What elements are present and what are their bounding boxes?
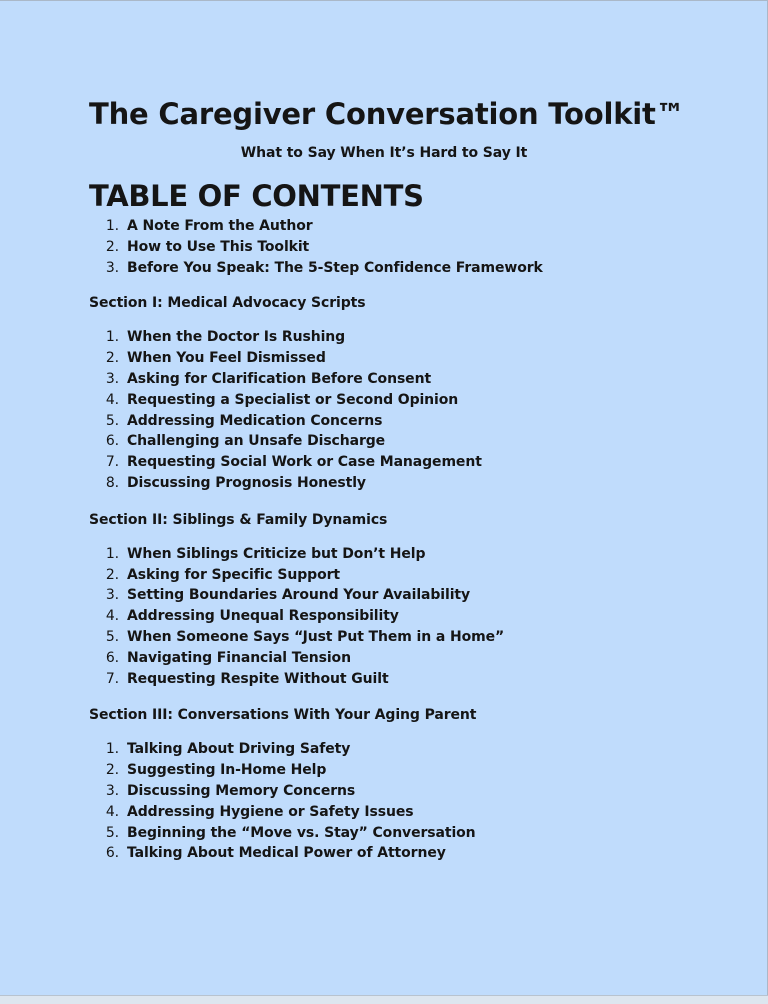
toc-item-text: Suggesting In-Home Help [127, 762, 327, 779]
toc-item [89, 585, 729, 606]
toc-heading: TABLE OF CONTENTS [89, 179, 424, 213]
toc-item [89, 327, 729, 348]
toc-item-text: Discussing Memory Concerns [127, 782, 356, 799]
section-heading: Section II: Siblings & Family Dynamics [89, 511, 388, 528]
toc-item-number: 7. [105, 670, 119, 687]
toc-item-text: Requesting Respite Without Guilt [127, 670, 389, 687]
toc-item [89, 452, 729, 473]
toc-item [89, 823, 729, 844]
toc-item-text: When the Doctor Is Rushing [127, 329, 346, 346]
toc-item [89, 544, 729, 565]
toc-item-number: 3. [105, 587, 119, 604]
toc-item [89, 369, 729, 390]
toc-item-text: When Someone Says “Just Put Them in a Home” [127, 628, 505, 645]
toc-item-text: A Note From the Author [127, 218, 313, 234]
toc-item-text: Requesting Social Work or Case Management [127, 454, 482, 471]
toc-item-text: How to Use This Toolkit [127, 238, 310, 255]
toc-item-number: 6. [105, 845, 119, 862]
intro-list [89, 216, 729, 278]
toc-item-text: Addressing Medication Concerns [127, 412, 383, 429]
toc-item-text: Challenging an Unsafe Discharge [127, 433, 386, 450]
toc-item [89, 431, 729, 452]
toc-item [89, 760, 729, 781]
section-1-list [89, 327, 729, 493]
toc-item [89, 237, 729, 258]
toc-item-number: 1. [105, 545, 119, 562]
toc-item [89, 781, 729, 802]
toc-item-text: Beginning the “Move vs. Stay” Conversation [127, 824, 476, 841]
toc-item [89, 390, 729, 411]
document-subtitle: What to Say When It’s Hard to Say It [240, 145, 528, 161]
toc-item [89, 411, 729, 432]
toc-item-number: 3. [105, 370, 119, 387]
toc-item-number: 4. [105, 608, 119, 625]
toc-item [89, 669, 729, 690]
toc-item-number: 2. [105, 350, 119, 367]
toc-item [89, 739, 729, 760]
toc-item-number: 3. [105, 259, 119, 276]
toc-item-text: When You Feel Dismissed [127, 350, 326, 367]
toc-item-number: 6. [105, 649, 119, 666]
toc-item [89, 648, 729, 669]
toc-item-number: 7. [105, 454, 119, 471]
toc-item-number: 4. [105, 803, 119, 820]
toc-item-text: Requesting a Specialist or Second Opinion [127, 391, 459, 408]
toc-item-number: 1. [105, 329, 119, 346]
section-heading: Section I: Medical Advocacy Scripts [89, 295, 366, 312]
toc-item [89, 843, 729, 864]
toc-item-number: 5. [105, 824, 119, 841]
toc-item-text: Addressing Unequal Responsibility [127, 608, 399, 625]
toc-item-text: Before You Speak: The 5-Step Confidence Framework [127, 259, 543, 276]
toc-item [89, 627, 729, 648]
toc-item-text: Talking About Driving Safety [127, 741, 351, 758]
toc-item-number: 1. [105, 218, 119, 234]
section-heading: Section III: Conversations With Your Aging Parent [89, 707, 477, 724]
toc-item [89, 473, 729, 494]
toc-item-text: Asking for Specific Support [127, 566, 340, 583]
toc-item-number: 8. [105, 474, 119, 491]
toc-item-number: 2. [105, 238, 119, 255]
toc-item-text: Asking for Clarification Before Consent [127, 370, 432, 387]
toc-item-number: 1. [105, 741, 119, 758]
toc-item-text: Talking About Medical Power of Attorney [127, 845, 446, 862]
document-title: The Caregiver Conversation Toolkit™ [89, 97, 685, 131]
toc-item-text: When Siblings Criticize but Don’t Help [127, 545, 426, 562]
window-bottom-edge [0, 995, 768, 1004]
toc-item-number: 3. [105, 782, 119, 799]
document-content [89, 95, 729, 864]
toc-item-number: 5. [105, 412, 119, 429]
toc-item-number: 2. [105, 762, 119, 779]
section-3-list [89, 739, 729, 864]
toc-item-text: Addressing Hygiene or Safety Issues [127, 803, 414, 820]
toc-item-text: Navigating Financial Tension [127, 649, 351, 666]
toc-item [89, 606, 729, 627]
toc-item-number: 4. [105, 391, 119, 408]
toc-item [89, 348, 729, 369]
toc-item [89, 802, 729, 823]
toc-item [89, 565, 729, 586]
section-2-list [89, 544, 729, 690]
toc-item [89, 258, 729, 279]
toc-item-number: 5. [105, 628, 119, 645]
toc-item [89, 216, 729, 237]
toc-item-number: 2. [105, 566, 119, 583]
toc-item-number: 6. [105, 433, 119, 450]
toc-item-text: Discussing Prognosis Honestly [127, 474, 366, 491]
toc-item-text: Setting Boundaries Around Your Availability [127, 587, 471, 604]
